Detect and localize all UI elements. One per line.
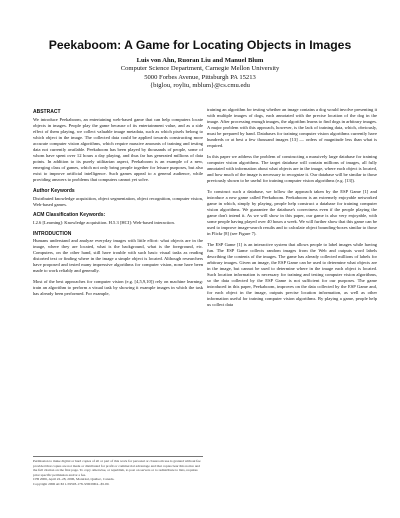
acm-keywords-heading: ACM Classification Keywords: (33, 212, 106, 219)
body-paragraph: training an algorithm for testing whether an image contains a dog would involve presenting it with multiple images of dogs, each annotated with the precise location of the dog in the image. After processing enough images, the algorithm learns to find dogs in arbitrary images. A major problem with this approach, however, is the lack of training data, which, obviously, must be prepared by hand. Databases for training computer vision algorithms currently have hundreds or at best a few thousand images [13] — orders of magnitude less than what is required. (207, 107, 377, 149)
permission-notice: Permission to make digital or hard copies of all or part of this work for personal or classroom use is granted without fee provided that copies are not made or distributed for profit or commercial advantage and that copies bear this notice and the full citation on the first page. To copy otherwise, or republish, to post on servers or to redistribute to lists, requires prior specific permission and/or a fee. (33, 459, 201, 477)
author-block (0, 57, 400, 90)
author-keywords-heading: Author Keywords (33, 187, 75, 194)
body-paragraph: To construct such a database, we follow the approach taken by the ESP Game [1] and introduce a new game called Peekaboom. Peekaboom is an extremely enjoyable networked game in which, simply by playing, people help construct a database for training computer vision algorithms. We guarantee the database's correctness even if the people playing the game don't intend it. As we will show in this paper, our game is also very enjoyable, with some people having played over 40 hours a week. We will further show that this game can be used to improve image-search results and to calculate object bounding-boxes similar to those in Flickr [8] (see Figure 7). (207, 188, 377, 237)
body-paragraph: In this paper we address the problem of constructing a massively large database for training computer vision algorithms. The target database will contain millions of images, all fully annotated with information about what objects are in the image, where each object is located, and how much of the image is necessary to recognize it. Our database will be similar to those previously shown to be useful for training computer vision algorithms (e.g. [13]). (207, 153, 377, 184)
acm-keywords-text: I.2.6 [Learning]: Knowledge acquisition. H.5.3 [HCI]: Web-based interaction. (33, 219, 175, 225)
author-names: Luis von Ahn, Ruoran Liu and Manuel Blum (136, 57, 264, 64)
abstract-heading: ABSTRACT (33, 109, 61, 115)
email-line: {biglou, royliu, mblum}@cs.cmu.edu (150, 81, 250, 89)
conference-line: CHI 2006, April 22–28, 2006, Montréal, Québec, Canada. (33, 477, 115, 481)
address-line: 5000 Forbes Avenue, Pittsburgh PA 15213 (144, 73, 256, 81)
introduction-paragraph: Humans understand and analyze everyday images with little effort: what objects are in the image, where they are located, what is the background, what is the foreground, etc. Computers, on the other hand, still have trouble with such basic visual tasks as reading distorted text or finding where in the image a simple object is located. Although researchers have proposed and tested many impressive algorithms for computer vision, none have been made to work reliably and generally. (33, 238, 203, 274)
left-column (33, 109, 203, 302)
paper-title: Peekaboom: A Game for Locating Objects in Images (48, 38, 352, 52)
body-paragraph: The ESP Game [1] is an interactive system that allows people to label images while having fun. The ESP Game collects random images from the Web and outputs word labels describing the contents of the images. The game has already collected millions of labels for arbitrary images. Given an image, the ESP Game can be used to determine what objects are in the image, but cannot be used to determine where in the image each object is located. Such location information is necessary for training and testing computer vision algorithms, so the data collected by the ESP Game is not sufficient for our purposes. The game introduced in this paper, Peekaboom, improves on the data collected by the ESP Game and, for each object in the image, outputs precise location information, as well as other information useful for training computer vision algorithms. By playing a game, people help us collect data (207, 241, 377, 308)
copyright-line: Copyright 2006 ACM 1-59593-178-3/06/0004...$5.00. (33, 481, 110, 486)
copyright-footnote (33, 456, 203, 486)
right-column (207, 107, 377, 313)
author-keywords-text: Distributed knowledge acquisition, object segmentation, object recognition, computer vision, Web-based games. (33, 195, 203, 207)
abstract-text: We introduce Peekaboom, an entertaining web-based game that can help computers locate objects in images. People play the game because of its entertainment value, and as a side effect of them playing, we collect valuable image metadata, such as which pixels belong to which object in the image. The collected data could be applied towards constructing more accurate computer vision algorithms, which require massive amounts of training and testing data not currently available. Peekaboom has been played by thousands of people, some of whom have spent over 12 hours a day playing, and thus far has generated millions of data points. In addition to its purely utilitarian aspect, Peekaboom is an example of a new, emerging class of games, which not only bring people together for leisure purposes, but also exist to improve artificial intelligence. Such games appeal to a general audience, while providing answers to problems that computers cannot yet solve. (33, 116, 203, 183)
affiliation-line: Computer Science Department, Carnegie Mellon University (120, 65, 280, 73)
introduction-paragraph: Most of the best approaches for computer vision (e.g. [4,5,9,10]) rely on machine learning: train an algorithm to perform a visual task by showing it example images in which the task has already been performed. For example, (33, 279, 203, 297)
introduction-heading: INTRODUCTION (33, 230, 72, 237)
